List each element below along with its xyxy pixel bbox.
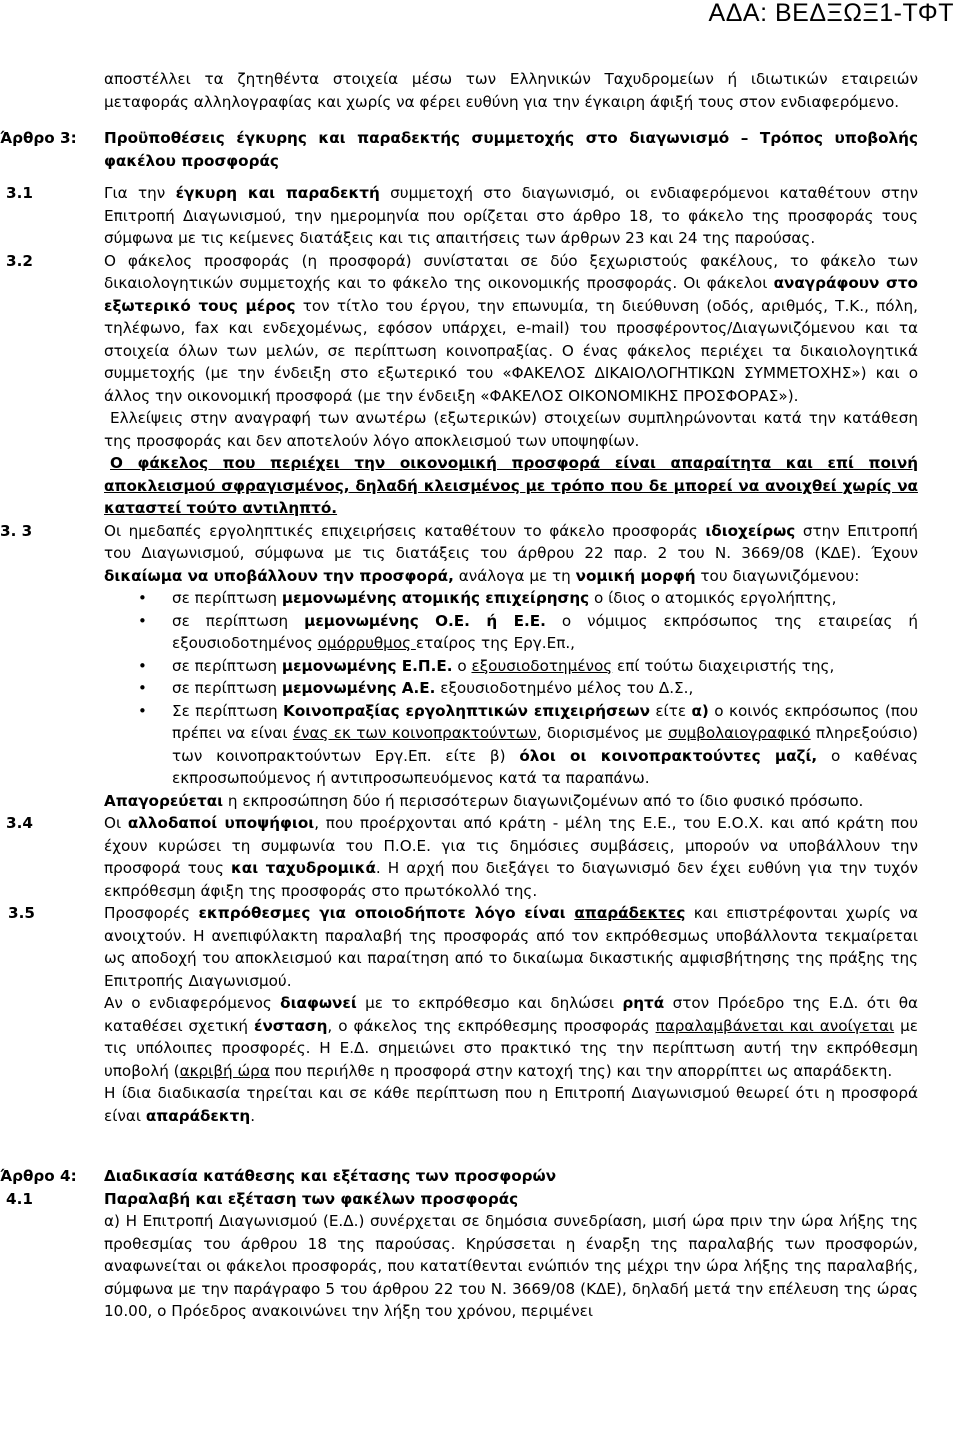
section-number: 4.1 (6, 1189, 33, 1208)
section-3-2-sealed-notice: Ο φάκελος που περιέχει την οικονομική προσφορά είναι απαραίτητα και επί ποινή αποκλεισμού σφραγισμένος, δηλαδή κλεισμένος με τρόπο που δε μπορεί να ανοιχθεί χωρίς να καταστεί τούτο αντιληπτό. (104, 454, 918, 517)
section-3-5-text: Προσφορές εκπρόθεσμες για οποιοδήποτε λόγο είναι απαράδεκτες και επιστρέφονται χωρίς να ανοιχτούν. Η ανεπιφύλακτη παραλαβή της προσφοράς από τον εκπρόθεσμως υποβάλλοντα τεκμαίρεται ως αποδοχή του αποκλεισμού και παραίτηση από το δικαίωμα δικαστικής αμφισβήτησης της πράξης της Επιτροπής Διαγωνισμού. (104, 904, 918, 990)
section-3-2-omissions: Ελλείψεις στην αναγραφή των ανωτέρω (εξωτερικών) στοιχείων συμπληρώνονται κατά την κατάθεση της προσφοράς και δεν αποτελούν λόγο αποκλεισμού των υποψηφίων. (104, 409, 918, 450)
section-3-2 (0, 250, 960, 520)
section-4-1 (0, 1188, 960, 1323)
intro-paragraph: αποστέλλει τα ζητηθέντα στοιχεία μέσω των Ελληνικών Ταχυδρομείων ή ιδιωτικών εταιρειών μεταφοράς αλληλογραφίας και χωρίς να φέρει ευθύνη για την έγκαιρη άφιξή τους στον ενδιαφερόμενο. (104, 70, 918, 111)
article-3-heading (0, 127, 960, 172)
section-3-2-text: Ο φάκελος προσφοράς (η προσφορά) συνίσταται σε δύο ξεχωριστούς φακέλους, το φάκελο των δικαιολογητικών συμμετοχής και το φάκελο της οικονομικής προσφοράς. Οι φάκελοι αναγράφουν στο εξωτερικό τους μέρος τον τίτλο του έργου, την επωνυμία, τη διεύθυνση (οδός, αριθμός, Τ.Κ., πόλη, τηλέφωνο, fax και ενδεχομένως, εφόσον υπάρχει, e-mail) του προσφέροντος/Διαγωνιζόμενου και τα στοιχεία όλων των μελών, σε περίπτωση κοινοπραξίας. Ο ένας φάκελος περιέχει τα δικαιολογητικά συμμετοχής (με την ένδειξη στο εξωτερικό του «ΦΑΚΕΛΟΣ ΔΙΚΑΙΟΛΟΓΗΤΙΚΩΝ ΣΥΜΜΕΤΟΧΗΣ») και ο άλλος την οικονομική προσφορά (με την ένδειξη «ΦΑΚΕΛΟΣ ΟΙΚΟΝΟΜΙΚΗΣ ΠΡΟΣΦΟΡΑΣ»). (104, 251, 918, 405)
document-page (0, 68, 960, 1323)
article-3-label: Άρθρο 3: (0, 129, 77, 147)
section-3-3 (0, 520, 960, 813)
list-item: • σε περίπτωση μεμονωμένης Ε.Π.Ε. ο εξουσιοδοτημένος επί τούτω διαχειριστής της, (104, 655, 918, 678)
article-4-title: Διαδικασία κατάθεσης και εξέτασης των προσφορών (104, 1167, 557, 1185)
section-3-5-objection: Αν ο ενδιαφερόμενος διαφωνεί με το εκπρόθεσμο και δηλώσει ρητά στον Πρόεδρο της Ε.Δ. ότι θα καταθέσει σχετική ένσταση, ο φάκελος της εκπρόθεσμης προσφοράς παραλαμβάνεται και ανοίγεται με τις υπόλοιπες προσφορές. Η Ε.Δ. σημειώνει στο πρακτικό της την περίπτωση αυτή την εκπρόθεσμη υποβολή (ακριβή ώρα που περιήλθε η προσφορά στην κατοχή της) και την απορρίπτει ως απαράδεκτη. (104, 994, 919, 1080)
representation-list (104, 587, 918, 790)
list-item: • σε περίπτωση μεμονωμένης ατομικής επιχείρησης ο ίδιος ο ατομικός εργολήπτης, (104, 587, 918, 610)
article-4-heading (0, 1165, 960, 1188)
section-3-4-text: Οι αλλοδαποί υποψήφιοι, που προέρχονται από κράτη - μέλη της Ε.Ε., του Ε.Ο.Χ. και από κράτη που έχουν κυρώσει τη συμφωνία του Π.Ο.Ε. για τις δημόσιες συμβάσεις, μπορούν να υποβάλλουν την προσφορά τους και ταχυδρομικά. Η αρχή που διεξάγει το διαγωνισμό δεν έχει ευθύνη για την τυχόν εκπρόθεσμη άφιξη της προσφοράς στο πρωτόκολλό της. (104, 814, 918, 900)
section-3-5-same-procedure: Η ίδια διαδικασία τηρείται και σε κάθε περίπτωση που η Επιτροπή Διαγωνισμού θεωρεί ότι η προσφορά είναι απαράδεκτη. (104, 1084, 918, 1125)
list-item: • σε περίπτωση μεμονωμένης Α.Ε. εξουσιοδοτημένο μέλος του Δ.Σ., (104, 677, 918, 700)
section-number: 3.5 (8, 904, 35, 922)
article-3-title: Προϋποθέσεις έγκυρης και παραδεκτής συμμετοχής στο διαγωνισμό – Τρόπος υποβολής φακέλου προσφοράς (104, 129, 918, 170)
section-number: 3.1 (6, 184, 33, 202)
intro-row (0, 68, 960, 113)
list-item: • σε περίπτωση μεμονωμένης Ο.Ε. ή Ε.Ε. ο νόμιμος εκπρόσωπος της εταιρείας ή εξουσιοδοτημένος ομόρρυθμος εταίρος της Εργ.Επ., (104, 610, 918, 655)
section-3-3-prohibition: Απαγορεύεται η εκπροσώπηση δύο ή περισσότερων διαγωνιζομένων από το ίδιο φυσικό πρόσωπο. (104, 791, 864, 810)
section-3-1 (0, 182, 960, 250)
section-3-3-text: Οι ημεδαπές εργοληπτικές επιχειρήσεις καταθέτουν το φάκελο προσφοράς ιδιοχείρως στην Επιτροπή του Διαγωνισμού, σύμφωνα με τις διατάξεις του άρθρου 22 παρ. 2 του Ν. 3669/08 (ΚΔΕ). Έχουν δικαίωμα να υποβάλλουν την προσφορά, ανάλογα με τη νομική μορφή του διαγωνιζόμενου: (104, 521, 918, 585)
list-item: • Σε περίπτωση Κοινοπραξίας εργοληπτικών επιχειρήσεων είτε α) ο κοινός εκπρόσωπος (που πρέπει να είναι ένας εκ των κοινοπρακτούντων, διορισμένος με συμβολαιογραφικό πληρεξούσιο) των κοινοπρακτούντων Εργ.Επ. είτε β) όλοι οι κοινοπρακτούντες μαζί, ο καθένας εκπροσωπούμενος ή αντιπροσωπευόμενος κατά τα παραπάνω. (104, 700, 918, 790)
section-number: 3.4 (6, 814, 33, 832)
ada-code: ΑΔΑ: ΒΕΔΞΩΞ1-ΤΦΤ (708, 0, 954, 27)
section-4-1-text: α) Η Επιτροπή Διαγωνισμού (Ε.Δ.) συνέρχεται σε δημόσια συνεδρίαση, μισή ώρα πριν την ώρα λήξης της προθεσμίας του άρθρου 18 της παρούσας. Κηρύσσεται η έναρξη της παραλαβής των προσφορών, αναφωνείται οι φάκελοι προσφοράς, που κατατίθενται ενώπιόν της μέχρι την ώρα λήξης της παραλαβής, σύμφωνα με την παράγραφο 5 του άρθρου 22 του Ν. 3669/08 (ΚΔΕ), δηλαδή μετά την επέλευση της ώρας 10.00, ο Πρόεδρος ανακοινώνει την λήξη του χρόνου, περιμένει (104, 1212, 918, 1320)
section-number: 3. 3 (0, 521, 33, 540)
section-number: 3.2 (6, 251, 33, 270)
article-4-label: Άρθρο 4: (0, 1167, 77, 1185)
section-3-1-text: Για την έγκυρη και παραδεκτή συμμετοχή στο διαγωνισμό, οι ενδιαφερόμενοι καταθέτουν στην Επιτροπή Διαγωνισμού, την ημερομηνία που ορίζεται στο άρθρο 18, το φάκελο της προσφοράς τους σύμφωνα με τις κείμενες διατάξεις και τις απαιτήσεις των άρθρων 23 και 24 της παρούσας. (104, 184, 918, 247)
section-3-5 (0, 902, 960, 1127)
section-4-1-title: Παραλαβή και εξέταση των φακέλων προσφοράς (104, 1189, 519, 1208)
section-3-4 (0, 812, 960, 902)
